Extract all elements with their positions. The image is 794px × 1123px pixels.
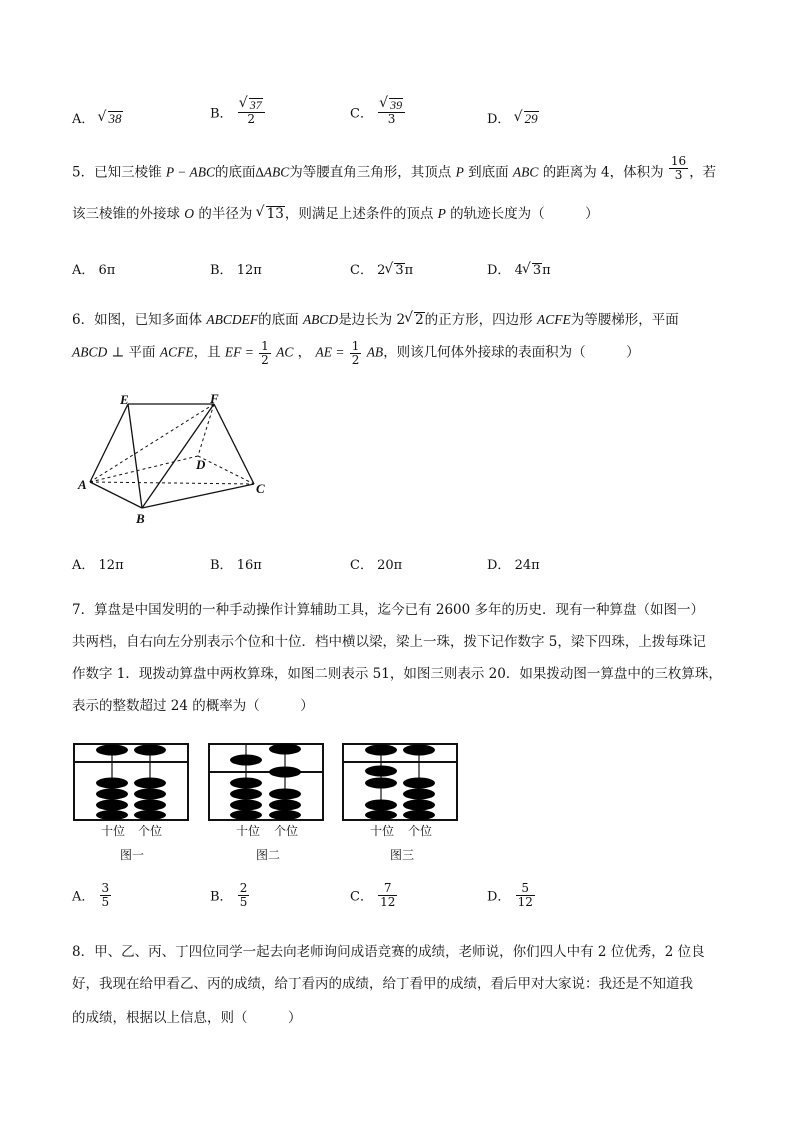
sqrt-symbol: √ 3 xyxy=(523,263,542,278)
bead[interactable] xyxy=(96,745,128,756)
abacus-3-ones-label: 个位 xyxy=(408,824,433,838)
sqrt-symbol: √ 2 xyxy=(405,312,425,328)
vertex-a-label: A xyxy=(78,477,87,492)
q6-line1: 6．如图，已知多面体 ABCDEF的底面 ABCD是边长为 2√ 2的正方形，四边形 ACFE为等腰梯形，平面 xyxy=(72,308,679,328)
bead[interactable] xyxy=(365,800,397,811)
bead[interactable] xyxy=(403,778,435,789)
q6-option-b[interactable]: B． 16π xyxy=(210,558,262,573)
q8-line2: 好，我现在给甲看乙、丙的成绩，给丁看丙的成绩，给丁看甲的成绩，看后甲对大家说：我还是不知道我 xyxy=(72,976,693,992)
q5-option-a[interactable]: A． 6π xyxy=(72,263,116,278)
sqrt-symbol: √ 38 xyxy=(99,111,123,127)
bead[interactable] xyxy=(365,778,397,789)
q8-line1: 8．甲、乙、丙、丁四位同学一起去向老师询问成语竞赛的成绩，老师说，你们四人中有 2 位优秀，2 位良 xyxy=(72,944,705,960)
volume-fraction: $\frac{16}{3}$ xyxy=(670,154,687,182)
q5-option-c[interactable]: C． 2√ 3π xyxy=(350,259,413,278)
fraction: √ $\frac{37}{2}$ xyxy=(238,98,265,126)
q8-line3: 的成绩，根据以上信息，则（ ） xyxy=(72,1010,302,1026)
abacus-1 xyxy=(74,744,188,820)
vertex-d-label: D xyxy=(196,457,206,472)
bead[interactable] xyxy=(134,810,166,820)
q7-option-c[interactable]: C． $\frac{7}{12}$ xyxy=(350,881,396,909)
q7-line1: 7．算盘是中国发明的一种手动操作计算辅助工具，迄今已有 2600 多年的历史．现有一种算盘（如图一） xyxy=(72,602,705,618)
bead[interactable] xyxy=(134,800,166,811)
q4-option-b[interactable]: B． √ $\frac{37}{2}$ xyxy=(210,98,266,126)
q5-option-d[interactable]: D． 4√ 3π xyxy=(487,259,551,278)
bead[interactable] xyxy=(365,766,397,777)
fraction: $\frac{1}{2}$ xyxy=(261,339,269,367)
bead[interactable] xyxy=(365,745,397,756)
abacus-3-tens-label: 十位 xyxy=(370,824,395,838)
q7-line4: 表示的整数超过 24 的概率为（ ） xyxy=(72,698,314,714)
q4-option-c[interactable]: C． √ $\frac{39}{3}$ xyxy=(350,98,406,126)
vertex-f-label: F xyxy=(210,391,219,406)
fraction: $\frac{7}{12}$ xyxy=(380,881,396,909)
fraction: $\frac{1}{2}$ xyxy=(351,339,360,367)
abacus-3 xyxy=(343,744,457,820)
edge-fd-hidden xyxy=(198,404,214,456)
abacus-2-ones-label: 个位 xyxy=(274,824,299,838)
abacus-1-tens-label: 十位 xyxy=(101,824,126,838)
q7-option-a[interactable]: A． $\frac{3}{5}$ xyxy=(72,881,110,909)
abacus-2-tens-label: 十位 xyxy=(236,824,261,838)
bead[interactable] xyxy=(403,789,435,800)
q7-line2: 共两档，自右向左分别表示个位和十位．档中横以梁，梁上一珠，拨下记作数字 5，梁下四珠，上拨每珠记 xyxy=(72,634,706,650)
bead[interactable] xyxy=(96,778,128,789)
q4-option-d[interactable]: D． √ 29 xyxy=(487,108,539,127)
edge-fb xyxy=(142,404,214,508)
edge-ab xyxy=(90,482,142,508)
vertex-c-label: C xyxy=(256,481,265,496)
q7-option-b[interactable]: B． $\frac{2}{5}$ xyxy=(210,881,248,909)
abacus-1-caption: 图一 xyxy=(120,848,145,862)
q4-option-a[interactable]: A． √ 38 xyxy=(72,108,123,127)
vertex-e-label: E xyxy=(120,392,129,407)
sqrt-symbol: √ 3 xyxy=(385,263,404,278)
bead[interactable] xyxy=(269,800,301,811)
bead[interactable] xyxy=(365,810,397,820)
q7-option-d[interactable]: D． $\frac{5}{12}$ xyxy=(487,881,533,909)
q6-option-c[interactable]: C． 20π xyxy=(350,558,403,573)
bead[interactable] xyxy=(96,789,128,800)
bead[interactable] xyxy=(230,789,262,800)
q7-line3: 作数字 1．现拨动算盘中两枚算珠，如图二则表示 51，如图三则表示 20．如果拨动图一算盘中的三枚算珠， xyxy=(72,666,722,682)
fraction: √ $\frac{39}{3}$ xyxy=(378,98,405,126)
bead[interactable] xyxy=(134,778,166,789)
bead[interactable] xyxy=(403,800,435,811)
edge-dc-hidden xyxy=(198,456,254,484)
vertex-b-label: B xyxy=(136,511,145,526)
q6-line2: ABCD ⊥ 平面 ACFE，且 EF = $\frac{1}{2}$ AC ， AE = $\frac{1}{2}$ AB，则该几何体外接球的表面积为（ ） xyxy=(72,339,640,367)
sqrt-symbol: √ 13 xyxy=(257,206,285,222)
abacus-3-caption: 图三 xyxy=(390,848,415,862)
q6-option-a[interactable]: A． 12π xyxy=(72,558,124,573)
bead[interactable] xyxy=(96,810,128,820)
q5-line1: 5．已知三棱锥 P − ABC的底面∆ABC为等腰直角三角形，其顶点 P 到底面 ABC 的距离为 4，体积为 $\frac{16}{3}$ ，若 xyxy=(72,154,717,182)
edge-ac-hidden xyxy=(90,482,254,484)
bead[interactable] xyxy=(230,755,262,766)
bead[interactable] xyxy=(134,789,166,800)
bead[interactable] xyxy=(96,800,128,811)
bead[interactable] xyxy=(403,810,435,820)
abacus-2 xyxy=(209,744,323,821)
abacus-frame xyxy=(74,744,188,820)
edge-ad-hidden xyxy=(90,456,198,482)
bead[interactable] xyxy=(134,745,166,756)
edge-eb xyxy=(128,404,142,508)
bead[interactable] xyxy=(269,810,301,820)
q6-option-d[interactable]: D． 24π xyxy=(487,558,540,573)
q5-line2: 该三棱锥的外接球 O 的半径为 √ 13，则满足上述条件的顶点 P 的轨迹长度为（ ） xyxy=(72,202,599,222)
bead[interactable] xyxy=(403,745,435,756)
bead[interactable] xyxy=(269,789,301,800)
bead[interactable] xyxy=(269,744,301,755)
edge-ea xyxy=(90,404,128,482)
fraction: $\frac{2}{5}$ xyxy=(239,881,248,909)
bead[interactable] xyxy=(230,800,262,811)
fraction: $\frac{5}{12}$ xyxy=(517,881,533,909)
sqrt-symbol: √ 29 xyxy=(515,111,539,127)
edge-bc xyxy=(142,484,254,508)
edge-fc xyxy=(214,404,254,484)
polyhedron-figure xyxy=(70,390,280,530)
abacus-2-caption: 图二 xyxy=(256,848,281,862)
fraction: $\frac{3}{5}$ xyxy=(101,881,110,909)
bead[interactable] xyxy=(269,767,301,778)
bead[interactable] xyxy=(230,778,262,789)
bead[interactable] xyxy=(230,810,262,820)
q5-option-b[interactable]: B． 12π xyxy=(210,263,262,278)
abacus-1-ones-label: 个位 xyxy=(138,824,163,838)
